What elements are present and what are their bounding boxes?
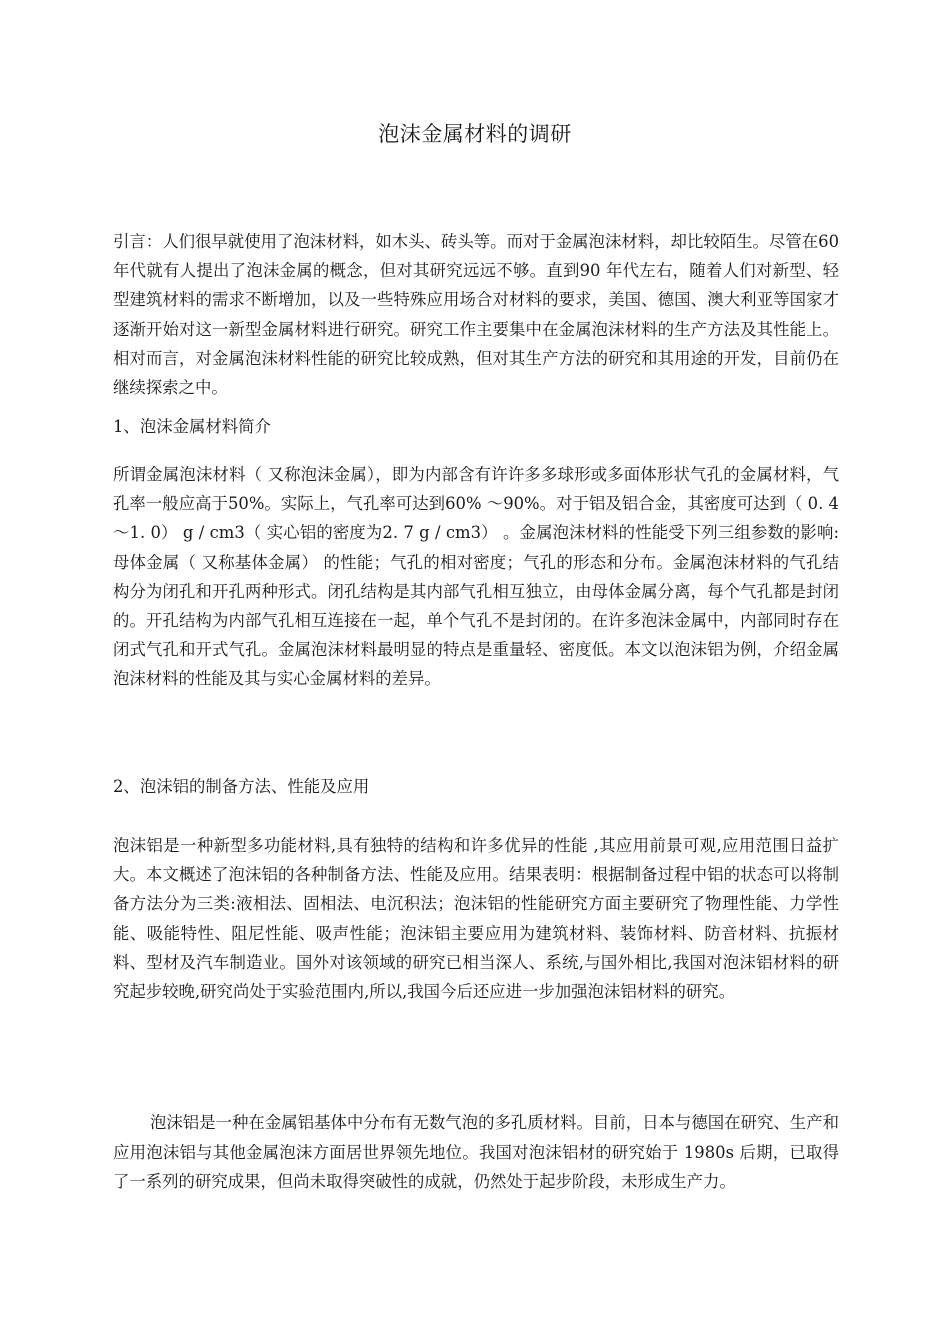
section-2-paragraph-2: 泡沫铝是一种在金属铝基体中分布有无数气泡的多孔质材料。目前，日本与德国在研究、生产和应用泡沫铝与其他金属泡沫方面居世界领先地位。我国对泡沫铝材的研究始于 1980s 后期，已取得了一系列的研究成果，但尚未取得突破性的成就，仍然处于起步阶段，未形成生产力。 xyxy=(113,1113,839,1192)
section-2-paragraph-1: 泡沫铝是一种新型多功能材料,具有独特的结构和许多优异的性能 ,其应用前景可观,应用范围日益扩大。本文概述了泡沫铝的各种制备方法、性能及应用。结果表明：根据制备过程中铝的状态可以将制备方法分为三类:液相法、固相法、电沉积法；泡沫铝的性能研究方面主要研究了物理性能、力学性能、吸能特性、阻尼性能、吸声性能；泡沫铝主要应用为建筑材料、装饰材料、防音材料、抗振材料、型材及汽车制造业。国外对该领域的研究已相当深人、系统,与国外相比,我国对泡沫铝材料的研究起步较晚,研究尚处于实验范围内,所以,我国今后还应进一步加强泡沫铝材料的研究。 xyxy=(113,836,839,1002)
section-1-heading: 1、泡沫金属材料简介 xyxy=(113,417,271,436)
document-title: 泡沫金属材料的调研 xyxy=(378,122,572,146)
section-1-paragraph: 所谓金属泡沫材料（ 又称泡沫金属），即为内部含有许许多多球形或多面体形状气孔的金属材料，气孔率一般应高于50%。实际上，气孔率可达到60% ～90%。对于铝及铝合金，其密度可达到（ 0. 4～1. 0） g / cm3（ 实心铝的密度为2. 7 g / cm3） 。金属泡沫材料的性能受下列三组参数的影响:母体金属（ 又称基体金属） 的性能；气孔的相对密度；气孔的形态和分布。金属泡沫材料的气孔结构分为闭孔和开孔两种形式。闭孔结构是其内部气孔相互独立，由母体金属分离，每个气孔都是封闭的。开孔结构为内部气孔相互连接在一起，单个气孔不是封闭的。在许多泡沫金属中，内部同时存在闭式气孔和开式气孔。金属泡沫材料最明显的特点是重量轻、密度低。本文以泡沫铝为例，介绍金属泡沫材料的性能及其与实心金属材料的差异。 xyxy=(113,465,839,689)
section-2-heading: 2、泡沫铝的制备方法、性能及应用 xyxy=(113,777,370,796)
intro-paragraph: 引言：人们很早就使用了泡沫材料，如木头、砖头等。而对于金属泡沫材料，却比较陌生。尽管在60 年代就有人提出了泡沫金属的概念，但对其研究远远不够。直到90 年代左右，随着人们对新型、轻型建筑材料的需求不断增加，以及一些特殊应用场合对材料的要求，美国、德国、澳大利亚等国家才逐渐开始对这一新型金属材料进行研究。研究工作主要集中在金属泡沫材料的生产方法及其性能上。相对而言，对金属泡沫材料性能的研究比较成熟，但对其生产方法的研究和其用途的开发，目前仍在继续探索之中。 xyxy=(113,232,839,398)
